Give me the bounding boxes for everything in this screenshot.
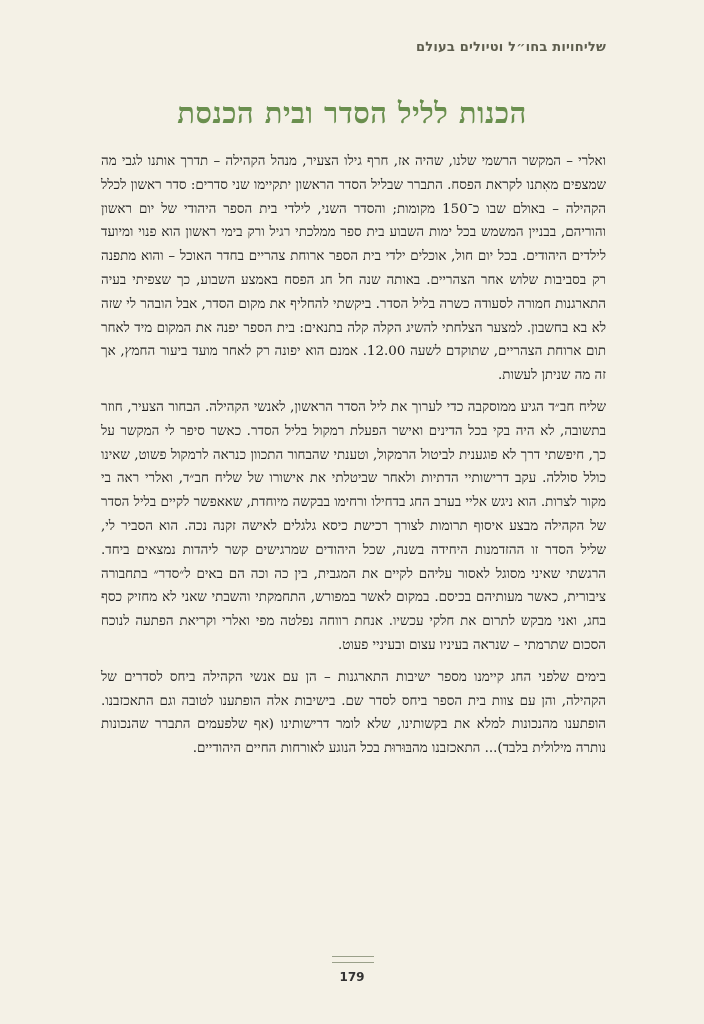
paragraph-1: ואלרי – המקשר הרשמי שלנו, שהיה אז, חרף גילו הצעיר, מנהל הקהילה – תדרך אותנו לגבי מה שמצפים מאִתנו לקראת הפסח. התברר שבליל הסדר הראשון יתקיימו שני סדרים: סדר ראשון לכלל הקהילה – באולם שבו כ־150 מקומות; והסדר השני, לילדי בית הספר היהודי של יום ראשון והוריהם, בבניין המשמש בכל ימות השבוע בית ספר ממלכתי רגיל ורק בימי ראשון הוא פנוי ומיועד לילדים היהודים. בכל יום חול, אוכלים ילדי בית הספר ארוחת צהריים בחדר האוכל – והוא מתפנה רק בסביבות שלוש אחר הצהריים. באותה שנה חל חג הפסח באמצע השבוע, כך שצפיתי בעיה התארגנות חמורה לסעודה כשרה בליל הסדר. ביקשתי להחליף את מקום הסדר, אבל הובהר לי שזה לא בא בחשבון. למצער הצלחתי להשיג הקלה קלה בתנאים: בית הספר יפנה את המקום מיד לאחר תום ארוחת הצהריים, שתוקדם לשעה 12.00. אמנם הוא יפונה רק לאחר מועד ביעור החמץ, אך זה מה שניתן לעשות.: [101, 154, 606, 384]
paragraph-3: בימים שלפני החג קיימנו מספר ישיבות התארגנות – הן עם אנשי הקהילה ביחס לסדרים של הקהילה, והן עם צוות בית הספר ביחס לסדר שם. בישיבות אלה הופתענו לטובה וגם התאכזבנו. הופתענו מהנכונות למלא את בקשותינו, שלא לומר דרישותינו (אף שלפעמים התברר שהנכונות נותרה מילולית בלבד)... התאכזבנו מהבּוּרוּת בכל הנוגע לאורחות החיים היהודיים.: [101, 669, 606, 757]
chapter-title: הכנות לליל הסדר ובית הכנסת: [177, 96, 527, 130]
paragraph-2: שליח חב״ד הגיע ממוסקבה כדי לערוך את ליל הסדר הראשון, לאנשי הקהילה. הבחור הצעיר, חוזר בתשובה, לא היה בקי בכל הדינים ואישר הפעלת רמקול בליל הסדר. כאשר סיפר לי המקשר על כך, חיפשתי דרך לא פוגענית לביטול הרמקול, וטענתי שהבחור התכוון כנראה לרמקול פשוט, שאינו כולל סוללה. עקב דרישותיי הדתיות ולאחר שביטלתי את אישורו של שליח חב״ד, ואלרי ראה בי מקור לצרות. הוא ניגש אליי בערב החג בדחילו ורחימו בבקשה מיוחדת, שאאפשר לקיים בליל הסדר של הקהילה מבצע איסוף תרומות לצורך רכישת כיסא גלגלים לאישה זקנה נכה. הוא הסביר לי, שליל הסדר זו ההזדמנות היחידה בשנה, שכל היהודים שמרגישים קשר ליהדות נמצאים ביחד. הרגשתי שאיני מסוגל לאסור עליהם לקיים את המגבית, בין כה וכה הם באים ל״סדר״ בתחבורה ציבורית, כאשר מעותיהם בכיסם. במקום לאשר במפורש, התחמקתי והשבתי שאני לא מחזיק כסף בחג, ואני מבקש לתרום את חלקי עכשיו. אנחת רווחה נפלטה מפי ואלרי וקריאת הפתעה לנוכח הסכום שתרמתי – שנראה בעיניו עצום ובעיניי פעוט.: [101, 399, 606, 653]
body-text: [101, 150, 606, 769]
footer-ornament: [332, 956, 374, 963]
page-number: 179: [339, 970, 365, 984]
running-head: שליחויות בחו״ל וטיולים בעולם: [416, 40, 606, 55]
